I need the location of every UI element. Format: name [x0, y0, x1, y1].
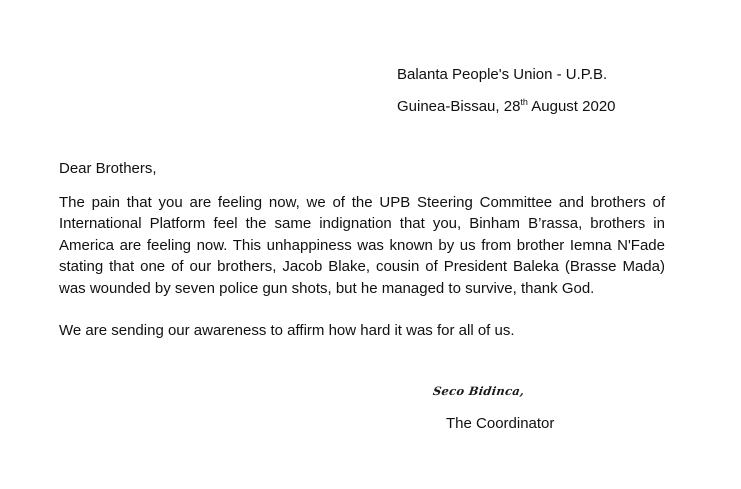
closing-paragraph: We are sending our awareness to affirm how hard it was for all of us.: [59, 322, 515, 339]
organization-name: Balanta People's Union - U.P.B.: [397, 66, 608, 83]
letter-header: [397, 66, 616, 116]
body-paragraph: The pain that you are feeling now, we of the UPB Steering Committee and brothers of International Platform feel the same indignation that you, Binham B’rassa, brothers in America are feeling now. This unhappiness was known by us from brother Iemna N'Fade stating that one of our brothers, Jacob Blake, cousin of President Baleka (Brasse Mada) was wounded by seven police gun shots, but he managed to survive, thank God.: [59, 194, 665, 297]
salutation: Dear Brothers,: [59, 160, 157, 177]
place-and-day: Guinea-Bissau, 28: [397, 98, 521, 115]
handwritten-signature: Seco Bidinca,: [432, 384, 526, 398]
date-ordinal-suffix: th: [520, 97, 528, 107]
place-and-date: [397, 98, 616, 116]
signer-title: The Coordinator: [446, 415, 555, 432]
month-and-year: August 2020: [527, 98, 616, 115]
